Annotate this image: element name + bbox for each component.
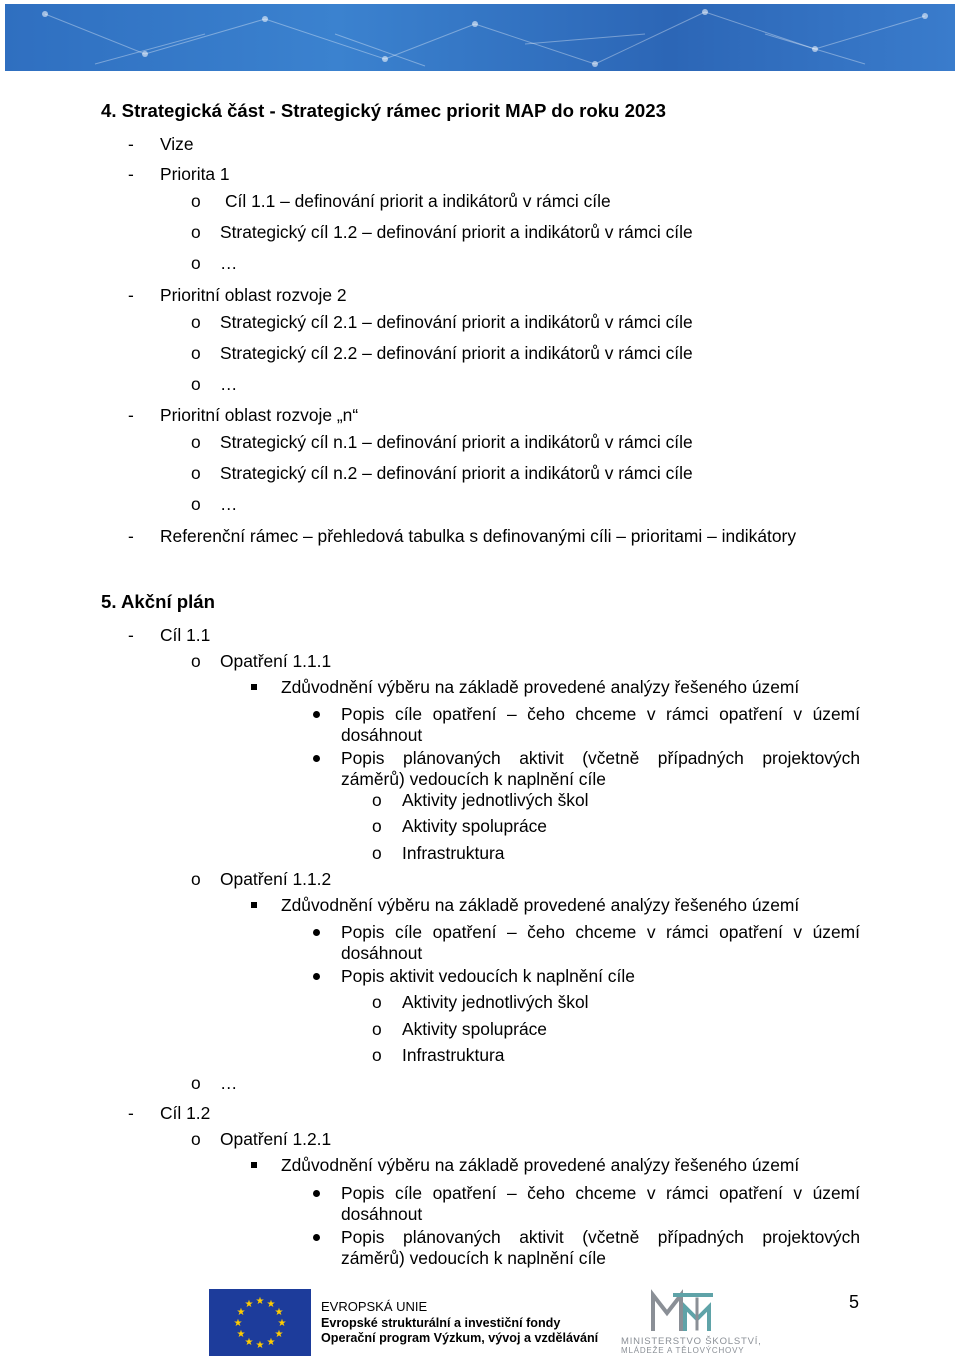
dash-marker: - bbox=[128, 134, 134, 154]
msmt-label-line-1: MINISTERSTVO ŠKOLSTVÍ, bbox=[621, 1336, 762, 1347]
eu-stars-icon bbox=[209, 1289, 311, 1356]
svg-text:★: ★ bbox=[233, 1318, 243, 1329]
svg-text:★: ★ bbox=[244, 1337, 254, 1348]
circle-marker: o bbox=[191, 869, 201, 889]
popis-planovanych-line-2: záměrů) vedoucích k naplnění cíle bbox=[341, 1248, 606, 1268]
dash-marker: - bbox=[128, 625, 134, 645]
circle-marker: o bbox=[191, 432, 201, 452]
prioritni-oblast-2-item: Prioritní oblast rozvoje 2 bbox=[160, 285, 347, 305]
svg-text:★: ★ bbox=[255, 1296, 265, 1307]
popis-planovanych-line-2: záměrů) vedoucích k naplnění cíle bbox=[341, 769, 606, 789]
svg-text:★: ★ bbox=[277, 1318, 287, 1329]
svg-text:★: ★ bbox=[274, 1307, 284, 1318]
page-number: 5 bbox=[849, 1292, 860, 1312]
referencni-ramec-item: Referenční rámec – přehledová tabulka s definovanými cíli – prioritami – indikátory bbox=[160, 526, 797, 546]
popis-cile-line-2: dosáhnout bbox=[341, 1204, 423, 1224]
bullet-dot bbox=[313, 1190, 320, 1197]
list-item: Strategický cíl n.2 – definování priorit a indikátorů v rámci cíle bbox=[220, 463, 693, 483]
svg-text:★: ★ bbox=[236, 1329, 246, 1340]
svg-text:★: ★ bbox=[244, 1299, 254, 1310]
bullet-dot bbox=[313, 929, 320, 936]
popis-cile-line-1: Popis cíle opatření – čeho chceme v rámci opatření v území bbox=[341, 704, 860, 724]
cil-1-1-item: Cíl 1.1 bbox=[160, 625, 211, 645]
svg-text:★: ★ bbox=[266, 1337, 276, 1348]
popis-planovanych-item bbox=[341, 748, 860, 790]
aktivity-skol-item: Aktivity jednotlivých škol bbox=[402, 992, 589, 1012]
opatreni-1-1-1: Opatření 1.1.1 bbox=[220, 651, 332, 671]
popis-cile-line-2: dosáhnout bbox=[341, 725, 423, 745]
aktivity-skol-item: Aktivity jednotlivých škol bbox=[402, 790, 589, 810]
popis-planovanych-line-1: Popis plánovaných aktivit (včetně případných projektových bbox=[341, 748, 860, 768]
svg-text:★: ★ bbox=[274, 1329, 284, 1340]
opatreni-1-1-2: Opatření 1.1.2 bbox=[220, 869, 332, 889]
circle-marker: o bbox=[191, 463, 201, 483]
esif-label: Evropské strukturální a investiční fondy bbox=[321, 1316, 561, 1330]
section-4-heading: 4. Strategická část - Strategický rámec priorit MAP do roku 2023 bbox=[101, 100, 666, 121]
op-vvv-label: Operační program Výzkum, vývoj a vzdělávání bbox=[321, 1331, 599, 1345]
svg-text:★: ★ bbox=[266, 1299, 276, 1310]
eu-label: EVROPSKÁ UNIE bbox=[321, 1299, 428, 1314]
list-item: Cíl 1.1 – definování priorit a indikátorů v rámci cíle bbox=[225, 191, 611, 211]
dash-marker: - bbox=[128, 164, 134, 184]
popis-aktivit-item: Popis aktivit vedoucích k naplnění cíle bbox=[341, 966, 635, 986]
circle-marker: o bbox=[372, 843, 382, 863]
msmt-label-line-2: MLÁDEŽE A TĚLOVÝCHOVY bbox=[621, 1346, 745, 1355]
square-bullet bbox=[251, 684, 257, 690]
list-item: … bbox=[220, 494, 238, 514]
popis-cile-line-1: Popis cíle opatření – čeho chceme v rámci opatření v území bbox=[341, 1183, 860, 1203]
section-5-heading: 5. Akční plán bbox=[101, 591, 216, 612]
ellipsis-item: … bbox=[220, 1073, 238, 1093]
dash-marker: - bbox=[128, 405, 134, 425]
cil-1-2-item: Cíl 1.2 bbox=[160, 1103, 211, 1123]
square-bullet bbox=[251, 1162, 257, 1168]
infrastruktura-item: Infrastruktura bbox=[402, 843, 505, 863]
bullet-dot bbox=[313, 1234, 320, 1241]
msmt-logo-icon bbox=[645, 1289, 720, 1335]
circle-marker: o bbox=[191, 222, 201, 242]
bullet-dot bbox=[313, 711, 320, 718]
circle-marker: o bbox=[191, 312, 201, 332]
list-item: … bbox=[220, 253, 238, 273]
circle-marker: o bbox=[191, 374, 201, 394]
dash-marker: - bbox=[128, 526, 134, 546]
dash-marker: - bbox=[128, 1103, 134, 1123]
circle-marker: o bbox=[191, 1129, 201, 1149]
circle-marker: o bbox=[372, 1019, 382, 1039]
svg-text:★: ★ bbox=[255, 1340, 265, 1351]
circle-marker: o bbox=[191, 253, 201, 273]
popis-cile-line-2: dosáhnout bbox=[341, 943, 423, 963]
popis-cile-item bbox=[341, 922, 860, 964]
aktivity-spoluprace-item: Aktivity spolupráce bbox=[402, 1019, 547, 1039]
circle-marker: o bbox=[191, 1073, 201, 1093]
circle-marker: o bbox=[191, 191, 201, 211]
circle-marker: o bbox=[372, 992, 382, 1012]
vize-item: Vize bbox=[160, 134, 194, 154]
dash-marker: - bbox=[128, 285, 134, 305]
zduvodneni-item: Zdůvodnění výběru na základě provedené analýzy řešeného území bbox=[281, 895, 800, 915]
popis-cile-item bbox=[341, 704, 860, 746]
popis-planovanych-line-1: Popis plánovaných aktivit (včetně případných projektových bbox=[341, 1227, 860, 1247]
svg-text:★: ★ bbox=[236, 1307, 246, 1318]
popis-planovanych-item bbox=[341, 1227, 860, 1269]
circle-marker: o bbox=[372, 1045, 382, 1065]
list-item: Strategický cíl 1.2 – definování priorit a indikátorů v rámci cíle bbox=[220, 222, 693, 242]
list-item: Strategický cíl 2.1 – definování priorit a indikátorů v rámci cíle bbox=[220, 312, 693, 332]
eu-flag-logo bbox=[209, 1289, 311, 1356]
popis-cile-line-1: Popis cíle opatření – čeho chceme v rámci opatření v území bbox=[341, 922, 860, 942]
circle-marker: o bbox=[191, 494, 201, 514]
circle-marker: o bbox=[191, 343, 201, 363]
opatreni-1-2-1: Opatření 1.2.1 bbox=[220, 1129, 332, 1149]
priorita-1-item: Priorita 1 bbox=[160, 164, 230, 184]
circle-marker: o bbox=[372, 816, 382, 836]
zduvodneni-item: Zdůvodnění výběru na základě provedené analýzy řešeného území bbox=[281, 1155, 800, 1175]
circle-marker: o bbox=[372, 790, 382, 810]
bullet-dot bbox=[313, 755, 320, 762]
list-item: Strategický cíl n.1 – definování priorit a indikátorů v rámci cíle bbox=[220, 432, 693, 452]
circle-marker: o bbox=[191, 651, 201, 671]
square-bullet bbox=[251, 902, 257, 908]
prioritni-oblast-n-item: Prioritní oblast rozvoje „n“ bbox=[160, 405, 359, 425]
header-banner bbox=[5, 4, 955, 71]
bullet-dot bbox=[313, 973, 320, 980]
list-item: … bbox=[220, 374, 238, 394]
list-item: Strategický cíl 2.2 – definování priorit a indikátorů v rámci cíle bbox=[220, 343, 693, 363]
zduvodneni-item: Zdůvodnění výběru na základě provedené analýzy řešeného území bbox=[281, 677, 800, 697]
popis-cile-item bbox=[341, 1183, 860, 1225]
aktivity-spoluprace-item: Aktivity spolupráce bbox=[402, 816, 547, 836]
infrastruktura-item: Infrastruktura bbox=[402, 1045, 505, 1065]
network-pattern-decoration bbox=[5, 4, 955, 71]
